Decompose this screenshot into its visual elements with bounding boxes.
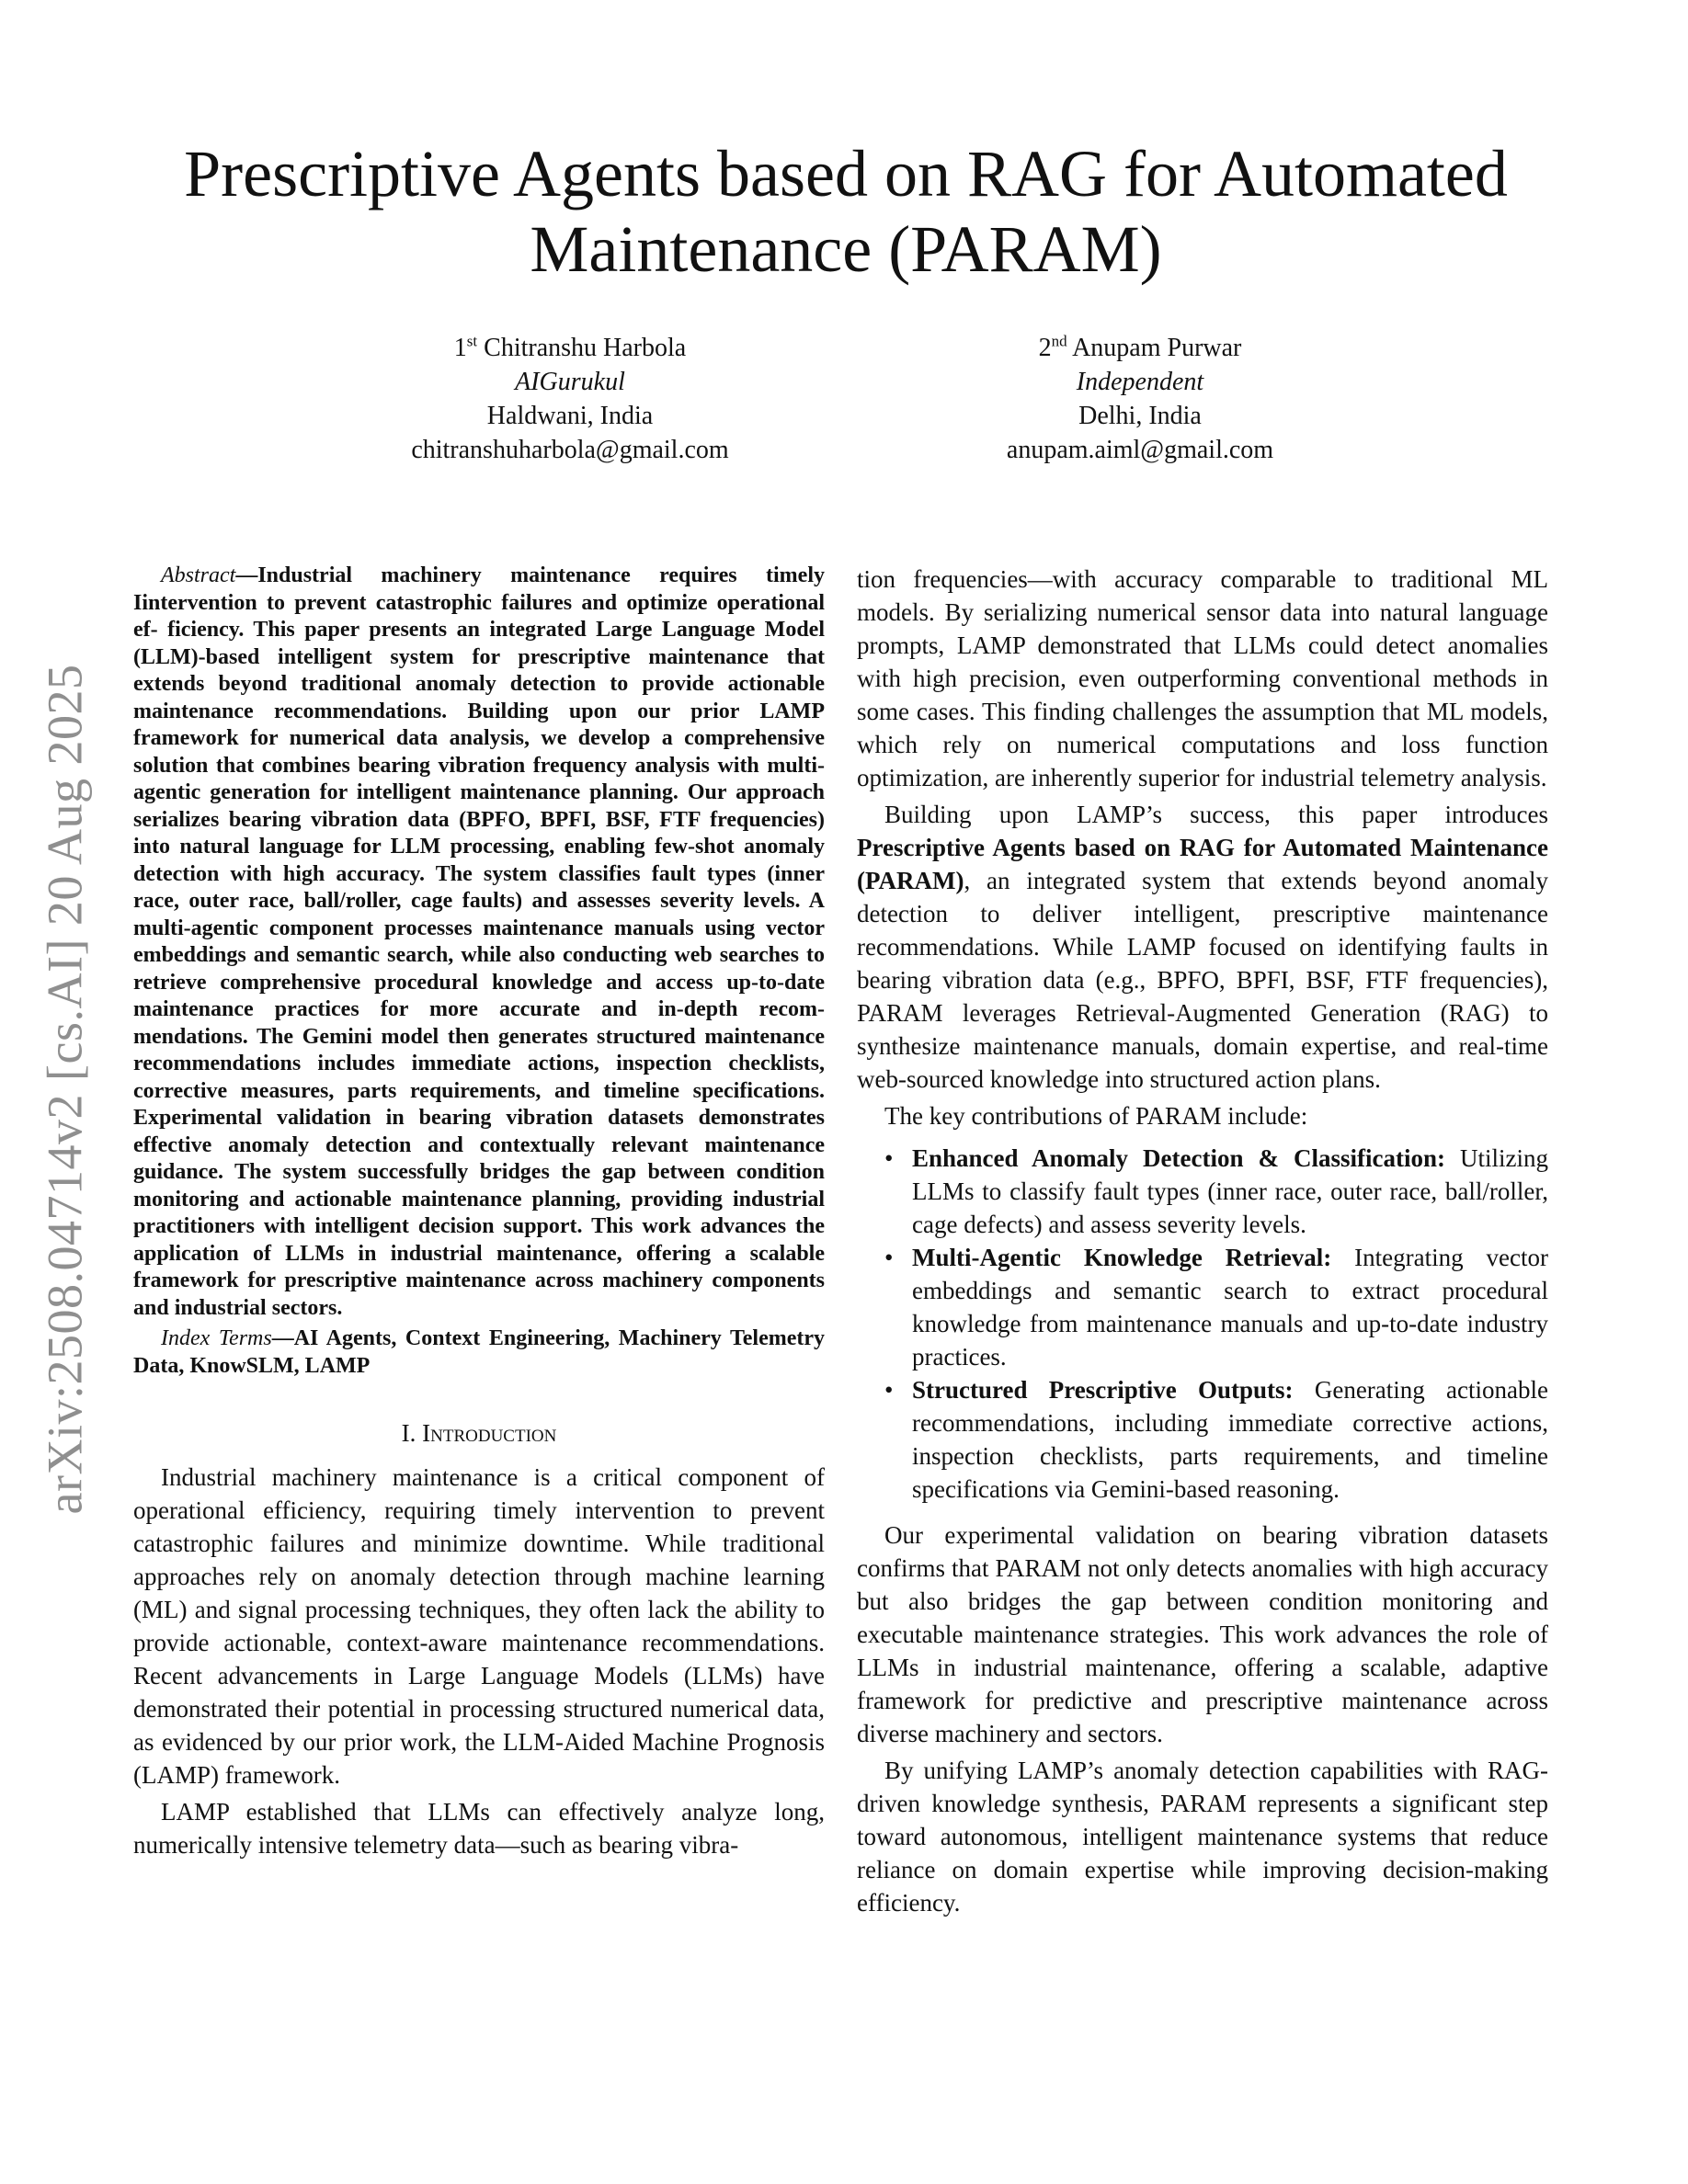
section-heading-introduction: I. Introduction [401,1419,557,1447]
left-column [133,563,825,1861]
author-email: chitranshuharbola@gmail.com [411,436,729,464]
abstract-text: —Industrial machinery maintenance requires timely Iintervention to prevent catastrophic failures and optimize operational ef- ficiency. This paper presents an integrated Large Language Model (LLM)-based intelligent system for prescriptive maintenance that extends beyond traditional anomaly detection to provide actionable maintenance recommendations. Building upon our prior LAMP framework for numerical data analysis, we develop a comprehensive solution that combines bearing vibration frequency analysis with multi-agentic generation for intelligent maintenance planning. Our approach serializes bearing vibration data (BPFO, BPFI, BSF, FTF frequencies) into natural language for LLM processing, enabling few-shot anomaly detection with high accuracy. The system classifies fault types (inner race, outer race, ball/roller, cage faults) and assesses severity levels. A multi-agentic component processes maintenance manuals using vector embeddings and semantic search, while also conducting web searches to retrieve comprehensive procedural knowledge and access up-to-date maintenance practices for more accurate and in-depth recom- mendations. The Gemini model then generates structured maintenance recommendations includes immediate actions, inspection checklists, corrective measures, parts requirements, and timeline specifications. Experimental validation in bearing vibration datasets demonstrates effective anomaly detection and contextually relevant maintenance guidance. The system successfully bridges the gap between condition monitoring and actionable maintenance planning, providing industrial practitioners with intelligent decision support. This work advances the application of LLMs in industrial maintenance, offering a scalable framework for prescriptive maintenance across machinery components and industrial sectors. [133,563,825,1320]
param-name: Prescriptive Agents based on RAG for Automated Maintenance (PARAM) [857,834,1548,894]
bullet-icon: • [884,1244,894,1271]
author-location: Delhi, India [1078,402,1202,430]
author-email: anupam.aiml@gmail.com [1006,436,1274,464]
intro-paragraph: LAMP established that LLMs can effectively analyze long, numerically intensive telemetry data—such as bearing vibra- [133,1798,825,1859]
param-paragraph: Building upon LAMP’s success, this paper introduces Prescriptive Agents based on RAG for Automated Maintenance (PARAM), an integrated system that extends beyond anomaly detection to deliver intelligent, prescriptive maintenance recommendations. While LAMP focused on identifying faults in bearing vibration data (e.g., BPFO, BPFI, BSF, FTF frequencies), PARAM leverages Retrieval-Augmented Generation (RAG) to synthesize maintenance manuals, domain expertise, and real-time web-sourced knowledge into structured action plans. [857,801,1548,1093]
intro-paragraph: Industrial machinery maintenance is a critical component of operational efficiency, requiring timely intervention to prevent catastrophic failures and minimize downtime. While traditional approaches rely on anomaly detection through machine learning (ML) and signal processing techniques, they often lack the ability to provide actionable, context-aware maintenance recommendations. Recent advancements in Large Language Models (LLMs) have demonstrated their potential in processing structured numerical data, as evidenced by our prior work, the LLM-Aided Machine Prognosis (LAMP) framework. [133,1463,825,1789]
author-location: Haldwani, India [486,402,654,430]
author-name: 1st Chitranshu Harbola [453,332,687,362]
closing-paragraph: By unifying LAMP’s anomaly detection capabilities with RAG-driven knowledge synthesis, PARAM represents a significant step toward autonomous, intelligent maintenance systems that reduce reliance on domain expertise while improving decision-making efficiency. [857,1757,1548,1917]
list-item: • Multi-Agentic Knowledge Retrieval: Integrating vector embeddings and semantic search to extract procedural knowledge from maintenance manuals and up-to-date industry practices. [857,1241,1548,1373]
index-terms [133,1325,825,1380]
arxiv-identifier-text: arXiv:2508.04714v2 [cs.AI] 20 Aug 2025 [37,664,92,1515]
list-item: • Structured Prescriptive Outputs: Generating actionable recommendations, including immediate corrective actions, inspection checklists, parts requirements, and timeline specifications via Gemini-based reasoning. [857,1373,1548,1506]
contributions-list [857,1142,1548,1506]
right-column [857,563,1548,1919]
author-block-1 [313,331,827,467]
arxiv-identifier-stamp [28,607,101,1572]
index-terms-label: Index Terms [161,1326,272,1350]
author-affiliation: AIGurukul [515,368,625,396]
abstract-label: Abstract [161,563,236,587]
paper-title: Prescriptive Agents based on RAG for Automated Maintenance (PARAM) [184,137,1508,286]
bullet-icon: • [884,1376,894,1404]
author-name: 2nd Anupam Purwar [1038,332,1242,362]
author-block-2 [883,331,1397,467]
index-terms-text: —AI Agents, Context Engineering, Machinery Telemetry Data, KnowSLM, LAMP [133,1326,826,1378]
intro-paragraph-continued: tion frequencies—with accuracy comparable to traditional ML models. By serializing numerical sensor data into natural language prompts, LAMP demonstrated that LLMs could detect anomalies with high precision, even outperforming conventional methods in some cases. This finding challenges the assumption that ML models, which rely on numerical computations and loss function optimization, are inherently superior for industrial telemetry analysis. [857,565,1548,791]
abstract [133,563,825,1322]
author-affiliation: Independent [1076,368,1204,396]
closing-paragraph: Our experimental validation on bearing vibration datasets confirms that PARAM not only detects anomalies with high accuracy but also bridges the gap between condition monitoring and executable maintenance strategies. This work advances the role of LLMs in industrial maintenance, offering a scalable, adaptive framework for predictive and prescriptive maintenance across diverse machinery and sectors. [857,1521,1548,1747]
contributions-intro: The key contributions of PARAM include: [884,1102,1308,1130]
list-item: • Enhanced Anomaly Detection & Classification: Utilizing LLMs to classify fault types (inner race, outer race, ball/roller, cage defects) and assess severity levels. [857,1142,1548,1241]
bullet-icon: • [884,1144,894,1172]
